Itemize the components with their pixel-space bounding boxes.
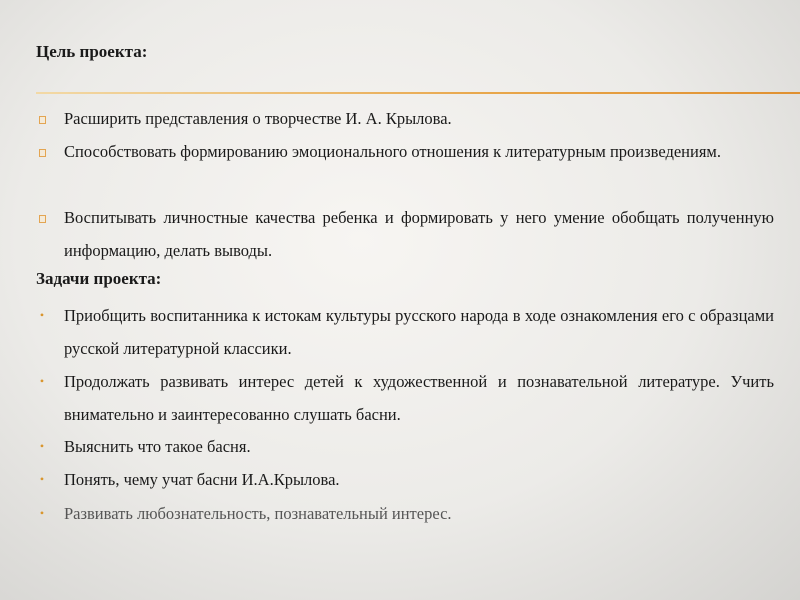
goal-item: Воспитывать личностные качества ребенка и формировать у него умение обобщать полученную информацию, делать выводы. [64,208,774,260]
task-item: Понять, чему учат басни И.А.Крылова. [64,470,340,489]
divider-line [36,92,800,94]
square-bullet-icon [35,102,49,129]
dot-bullet-icon: • [39,374,45,388]
task-item: Развивать любознательность, познавательный интерес. [64,504,452,523]
goal-item: Способствовать формированию эмоционального отношения к литературным произведениям. [64,142,721,161]
dot-bullet-icon: • [39,506,45,520]
goal-item: Расширить представления о творчестве И. А. Крылова. [64,109,452,128]
goal-heading: Цель проекта: [36,42,148,61]
task-item: Приобщить воспитанника к истокам культуры русского народа в ходе ознакомления его с образцами русской литературной классики. [64,306,774,358]
tasks-heading: Задачи проекта: [36,269,162,288]
dot-bullet-icon: • [39,439,45,453]
square-bullet-icon [35,135,49,162]
dot-bullet-icon: • [39,308,45,322]
task-item: Продолжать развивать интерес детей к художественной и познавательной литературе. Учить внимательно и заинтересованно слушать басни. [64,372,774,424]
dot-bullet-icon: • [39,472,45,486]
square-bullet-icon [35,201,49,228]
task-item: Выяснить что такое басня. [64,437,251,456]
